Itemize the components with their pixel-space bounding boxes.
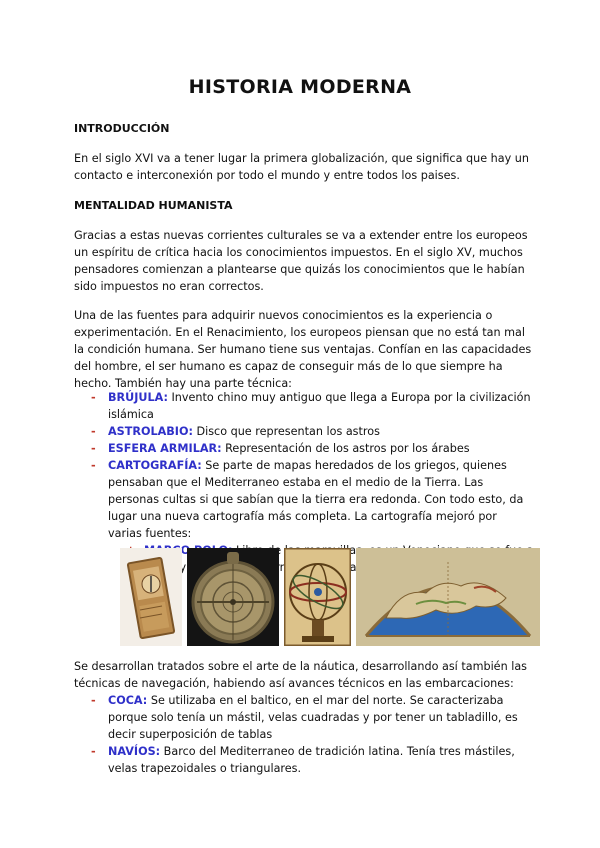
astrolabe-image [187, 548, 279, 646]
list-item [74, 692, 534, 743]
armillary-sphere-image [284, 548, 351, 646]
intro-heading: INTRODUCCIÓN [74, 122, 170, 135]
compass-image [120, 548, 182, 646]
item-text: Se utilizaba en el baltico, en el mar del norte. Se caracterizaba porque solo tenía un mástil, velas cuadradas y por tener un tabladillo, es decir superposición de tablas [108, 694, 518, 741]
item-text: Barco del Mediterraneo de tradición latina. Tenía tres mástiles, velas trapezoidales o triangulares. [108, 745, 515, 775]
item-text: y [179, 561, 187, 574]
ptolemy-map-image [356, 548, 540, 646]
humanism-paragraph-2: Una de las fuentes para adquirir nuevos conocimientos es la experiencia o experimentación. En el Renacimiento, los europeos piensan que no está tan mal la condición humana. Ser humano tiene sus ventajas. Confían en las capacidades del hombre, el ser humano es capaz de conseguir más de lo que siempre ha hecho. También hay una parte técnica: [74, 309, 532, 390]
item-term: CARTOGRAFÍA: [108, 459, 202, 472]
list-item [74, 423, 534, 440]
intro-paragraph: En el siglo XVI va a tener lugar la primera globalización, que significa que hay un contacto e interconexión por todo el mundo y entre todos los paises. [74, 152, 529, 182]
item-text: Invento chino muy antiguo que llega a Europa por la civilización islámica [108, 391, 531, 421]
page-title: HISTORIA MODERNA [188, 76, 412, 98]
item-term: ASTROLABIO: [108, 425, 193, 438]
item-text: Disco que representan los astros [192, 425, 380, 438]
item-term: NAVÍOS: [108, 745, 161, 758]
list-item [74, 440, 534, 457]
humanism-paragraph-1: Gracias a estas nuevas corrientes culturales se va a extender entre los europeos un espíritu de crítica hacia los conocimientos impuestos. En el siglo XV, muchos pensadores comienzan a plantearse que quizás los conocimientos que le habían sido impuestos no eran correctos. [74, 229, 528, 293]
item-text: Representación de los astros por los árabes [221, 442, 470, 455]
list-item [74, 389, 534, 423]
item-text: Se parte de mapas heredados de los griegos, quienes pensaban que el Mediterraneo estaba en el medio de la Tierra. Las personas cultas si que sabían que la tierra era redonda. Con todo esto, da lugar una nueva cartografía más completa. La cartografía mejoró por varias fuentes: [108, 459, 524, 540]
list-item [74, 743, 534, 777]
nautica-paragraph: Se desarrollan tratados sobre el arte de la náutica, desarrollando así también las técnicas de navegación, habiendo así avances técnicos en las embarcaciones: [74, 660, 528, 690]
item-term: COCA: [108, 694, 148, 707]
item-term: BRÚJULA: [108, 391, 168, 404]
image-strip [120, 548, 540, 646]
ships-list [74, 692, 534, 777]
humanism-heading: MENTALIDAD HUMANISTA [74, 199, 233, 212]
item-term: ESFERA ARMILAR: [108, 442, 222, 455]
